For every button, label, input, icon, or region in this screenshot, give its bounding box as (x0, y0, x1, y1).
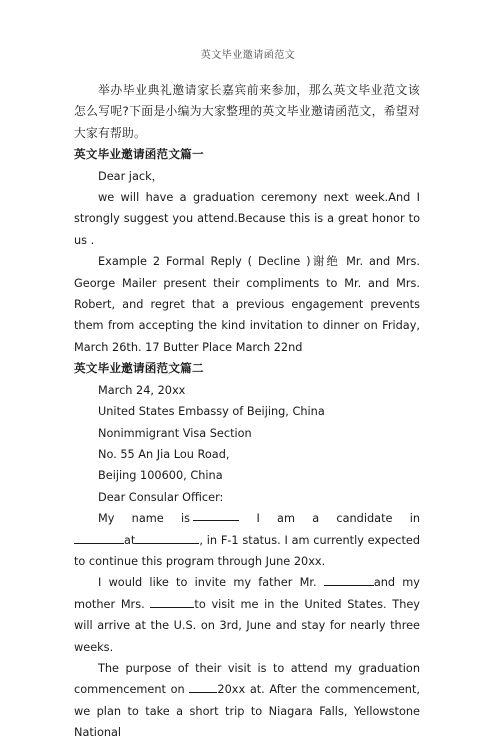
program-blank (74, 531, 124, 544)
address-line: Nonimmigrant Visa Section (98, 426, 252, 440)
document-body (74, 80, 420, 744)
letter-date: March 24, 20xx (98, 383, 186, 397)
school-blank (135, 531, 199, 544)
greeting-2: Dear Consular Officer: (98, 490, 224, 504)
father-blank (324, 573, 374, 586)
date-blank (189, 680, 217, 693)
section-heading-1: 英文毕业邀请函范文篇一 (74, 147, 204, 162)
address-line: United States Embassy of Beijing, China (98, 405, 325, 419)
purpose-paragraph: The purpose of their visit is to attend my graduation commencement on 20xx at. After the commencement, we plan to take a short trip to Niagara Falls, Yellowstone National (74, 661, 420, 740)
paragraph-formal-reply: Example 2 Formal Reply ( Decline )谢绝 Mr. and Mrs. George Mailer present their compliments to Mr. and Mrs. Robert, and regret that a previous engagement prevents them from accepting the kind invitation to dinner on Friday, March 26th. 17 Butter Place March 22nd (74, 255, 420, 354)
name-candidate-line: My name is I am a candidate in (74, 508, 420, 529)
intro-paragraph: 举办毕业典礼邀请家长嘉宾前来参加，那么英文毕业范文该怎么写呢?下面是小编为大家整理的英文毕业邀请函范文，希望对大家有帮助。 (74, 83, 420, 140)
section-heading-2: 英文毕业邀请函范文篇二 (74, 361, 204, 376)
mother-blank (150, 595, 194, 608)
address-line: No. 55 An Jia Lou Road, (98, 447, 230, 461)
paragraph-ceremony: we will have a graduation ceremony next week.And I strongly suggest you attend.Because this is a great honor to us . (74, 191, 420, 247)
address-line: Beijing 100600, China (98, 469, 223, 483)
name-blank (193, 508, 239, 521)
program-paragraph: at , in F-1 status. I am currently expected to continue this program through June 20xx. (74, 530, 420, 573)
page-header: 英文毕业邀请函范文 (200, 50, 296, 61)
invite-paragraph: I would like to invite my father Mr. and my mother Mrs. to visit me in the United States. They will arrive at the U.S. on 3rd, June and stay for nearly three weeks. (74, 572, 420, 658)
greeting-1: Dear jack， (98, 169, 163, 183)
